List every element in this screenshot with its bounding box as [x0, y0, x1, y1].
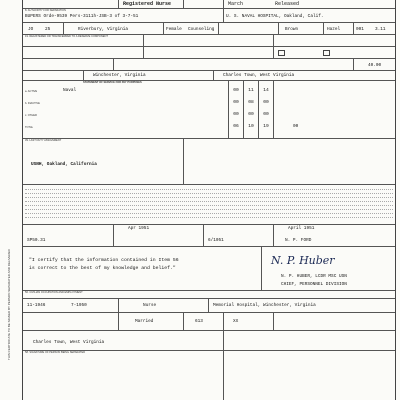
- certify-block: [23, 246, 395, 291]
- marital-row: [23, 312, 395, 331]
- service-line-1-y: 00: [233, 88, 239, 93]
- month-value: March: [228, 1, 244, 7]
- officer-signature: N. P. Huber: [271, 254, 335, 267]
- service-line-4-label: TOTAL: [25, 126, 34, 129]
- residence-value: Winchester, Virginia: [93, 73, 146, 78]
- code-b: 25: [45, 27, 51, 32]
- signing-code-c: N. P. FORD: [285, 238, 312, 243]
- officer-name: N. P. HUBER, LCDR MSC USN: [281, 274, 347, 279]
- orders-row: 8. AUTHORITY FOR SEPARATION BUPERS Orde-9539 Pers-3111h-JSB-3 of 3-7-51 U. S. NAVAL HOSPITAL, Oakland, Calif.: [23, 8, 395, 23]
- service-line-3-label: c. OTHER: [25, 114, 37, 117]
- status-value: Released: [275, 1, 300, 7]
- certify-line-1: "I certify that the information contained in Item 56: [29, 258, 179, 263]
- eye-color: Brown: [285, 27, 299, 32]
- service-line-2-m: 08: [248, 100, 254, 105]
- service-line-4-d: 19: [263, 124, 269, 129]
- officer-title: CHIEF, PERSONNEL DIVISION: [281, 282, 347, 287]
- service-line-1-m: 11: [248, 88, 254, 93]
- home-of-record: Charles Town, West Virginia: [33, 340, 105, 345]
- service-branch: Naval: [63, 88, 77, 93]
- service-line-2-label: b. INACTIVE: [25, 102, 40, 105]
- signing-date-b: April 1951: [288, 226, 315, 231]
- side-instruction: [1, 70, 19, 360]
- marital-code: XX: [233, 319, 239, 324]
- activity-value: U. S. NAVAL HOSPITAL, Oakland, Calif.: [226, 14, 324, 19]
- weight-value: 3.11: [375, 27, 386, 32]
- signing-row: [23, 224, 395, 247]
- marital-status: Married: [135, 319, 154, 324]
- service-line-4-y: 06: [233, 124, 239, 129]
- certify-line-2: is correct to the best of my knowledge and belief.": [29, 266, 176, 271]
- civilian-occupation: Nurse: [143, 303, 157, 308]
- employment-date-a: 11-1946: [27, 303, 46, 308]
- total-marker: 00: [293, 124, 299, 129]
- code-a: JO: [28, 27, 34, 32]
- statement-title: STATEMENT OF SERVICE FOR PAY PURPOSES: [83, 81, 142, 84]
- hair-color: Hazel: [327, 27, 341, 32]
- home-city-value: Charles Town, West Virginia: [223, 73, 295, 78]
- home-street: Riverbury, Virginia: [78, 27, 129, 32]
- occupation-value: Counseling: [188, 27, 215, 32]
- service-line-2-d: 00: [263, 100, 269, 105]
- service-line-1-d: 14: [263, 88, 269, 93]
- height-value: 001: [356, 27, 364, 32]
- fine-print: [23, 184, 395, 225]
- side-instruction-text: THIS CERTIFICATE TO BE SIGNED BY PERSON SEPARATED AND DELIVERED: [7, 249, 11, 360]
- orders-value: BUPERS Orde-9539 Pers-3111h-JSB-3 of 3-7-51: [25, 14, 139, 19]
- voucher-amount: 40.00: [368, 63, 382, 68]
- service-line-3-y: 00: [233, 112, 239, 117]
- civilian-employer: Memorial Hospital, Winchester, Virginia: [213, 303, 316, 308]
- service-statement: [23, 80, 395, 139]
- sex-value: Female: [166, 27, 182, 32]
- signing-code-b: 6/1051: [208, 238, 224, 243]
- checkbox-transfer[interactable]: [323, 50, 330, 56]
- service-line-1-label: a. ACTIVE: [25, 90, 38, 93]
- service-number-row: 19. REGISTERED OR TRANSFERRED TO A RESERVE COMPONENT: [23, 34, 395, 47]
- separation-form: [22, 0, 396, 400]
- employment-row: [23, 298, 395, 313]
- service-line-3-m: 00: [248, 112, 254, 117]
- service-line-2-y: 00: [233, 100, 239, 105]
- duty-row: 39. LAST DUTY ASSIGNMENT USNH, Oakland, California: [23, 138, 395, 185]
- signing-date-a: Apr 1951: [128, 226, 150, 231]
- service-line-4-m: 10: [248, 124, 254, 129]
- civilian-header: 56. CIVILIAN OCCUPATION AND EMPLOYMENT: [23, 290, 395, 299]
- signature-row: 58. SIGNATURE OF PERSON BEING SEPARATED: [23, 350, 395, 400]
- rate-value: Registered Nurse: [123, 1, 172, 7]
- home-row: [23, 330, 395, 351]
- duty-station: USNH, Oakland, California: [31, 162, 97, 167]
- checkbox-reserve[interactable]: [278, 50, 285, 56]
- employment-date-b: 7-1950: [71, 303, 87, 308]
- signing-code-a: SP50.31: [27, 238, 46, 243]
- marital-years: 613: [195, 319, 203, 324]
- service-line-3-d: 00: [263, 112, 269, 117]
